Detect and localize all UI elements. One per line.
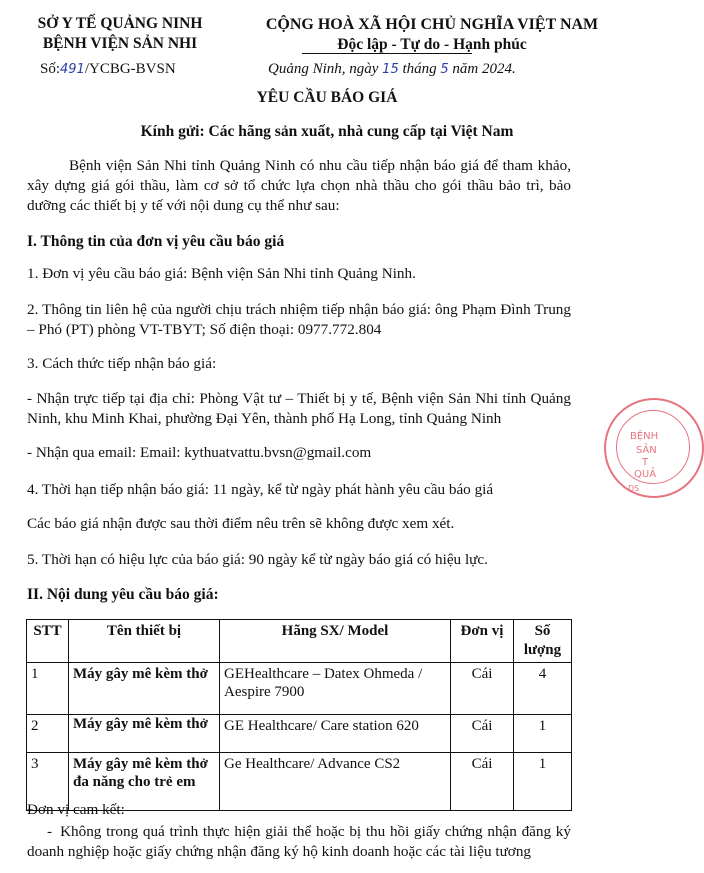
cell-model: GE Healthcare/ Care station 620: [220, 714, 451, 752]
col-header-model: Hãng SX/ Model: [220, 620, 451, 663]
doc-no-handwritten: 491: [60, 62, 85, 77]
date-month: 5: [440, 62, 449, 77]
cell-unit: Cái: [451, 752, 514, 810]
intro-paragraph: Bệnh viện Sản Nhi tỉnh Quảng Ninh có nhu cầu tiếp nhận báo giá để tham khảo, xây dựng giá gói thầu, làm cơ sở tổ chức lựa chọn nhà thầu cho gói thầu bảo trì, bảo dưỡng các thiết bị y tế với nội dung cụ thể như sau:: [27, 157, 571, 215]
cell-stt: 3: [27, 752, 69, 810]
table-row: [27, 662, 572, 714]
cell-name: Máy gây mê kèm thở: [69, 662, 220, 714]
cell-unit: Cái: [451, 662, 514, 714]
cell-model: Ge Healthcare/ Advance CS2: [220, 752, 451, 810]
document-number: [40, 60, 176, 80]
cell-stt: 2: [27, 714, 69, 752]
cell-qty: 4: [514, 662, 572, 714]
section1-item5: 5. Thời hạn có hiệu lực của báo giá: 90 ngày kể từ ngày báo giá có hiệu lực.: [27, 551, 488, 568]
doc-no-suffix: /YCBG-BVSN: [84, 61, 176, 77]
national-title: CỘNG HOÀ XÃ HỘI CHỦ NGHĨA VIỆT NAM: [265, 16, 599, 33]
commitment-item: - Không trong quá trình thực hiện giải thể hoặc bị thu hồi giấy chứng nhận đăng ký doanh nghiệp hoặc giấy chứng nhận đăng ký hộ kinh doanh hoặc các tài liệu tương: [27, 823, 571, 861]
cell-name: Máy gây mê kèm thở: [69, 714, 220, 752]
section1-item4b: Các báo giá nhận được sau thời điểm nêu trên sẽ không được xem xét.: [27, 515, 455, 532]
section1-heading: I. Thông tin của đơn vị yêu cầu báo giá: [27, 233, 285, 250]
date-prefix: Quảng Ninh, ngày: [268, 61, 379, 77]
page-title: YÊU CẦU BÁO GIÁ: [256, 89, 398, 106]
section1-item3b: - Nhận qua email: Email: kythuatvattu.bvsn@gmail.com: [27, 444, 372, 461]
issue-date: [268, 60, 516, 80]
col-header-unit: Đơn vị: [451, 620, 514, 663]
section1-item3: 3. Cách thức tiếp nhận báo giá:: [27, 355, 217, 372]
commitment-label: Đơn vị cam kết:: [27, 801, 125, 818]
ministry-name: SỞ Y TẾ QUẢNG NINH: [37, 15, 203, 32]
hospital-seal: BỆNH SẢN T QUẢ DS: [604, 398, 704, 498]
cell-unit: Cái: [451, 714, 514, 752]
date-month-label: tháng: [402, 61, 437, 77]
commitment-item-text: Không trong quá trình thực hiện giải thể hoặc bị thu hồi giấy chứng nhận đăng ký doanh nghiệp hoặc giấy chứng nhận đăng ký hộ kinh doanh hoặc các tài liệu tương: [27, 823, 571, 861]
motto-underline: [302, 53, 472, 54]
national-motto: Độc lập - Tự do - Hạnh phúc: [337, 36, 527, 53]
date-year: năm 2024.: [452, 61, 516, 77]
section1-item1: 1. Đơn vị yêu cầu báo giá: Bệnh viện Sản Nhi tỉnh Quảng Ninh.: [27, 265, 416, 282]
col-header-stt: STT: [27, 620, 69, 663]
quote-table: [26, 619, 572, 811]
hospital-name: BỆNH VIỆN SẢN NHI: [42, 35, 198, 52]
section1-item2: 2. Thông tin liên hệ của người chịu trách nhiệm tiếp nhận báo giá: ông Phạm Đình Trung – Phó (PT) phòng VT-TBYT; Số điện thoại: 0977.772.804: [27, 301, 571, 339]
section1-item4: 4. Thời hạn tiếp nhận báo giá: 11 ngày, kể từ ngày phát hành yêu cầu báo giá: [27, 481, 494, 498]
date-day: 15: [382, 62, 399, 77]
recipient-line: Kính gửi: Các hãng sản xuất, nhà cung cấp tại Việt Nam: [140, 123, 514, 140]
cell-qty: 1: [514, 714, 572, 752]
col-header-name: Tên thiết bị: [69, 620, 220, 663]
cell-stt: 1: [27, 662, 69, 714]
section2-heading: II. Nội dung yêu cầu báo giá:: [27, 586, 219, 603]
cell-name: Máy gây mê kèm thở đa năng cho trẻ em: [69, 752, 220, 810]
section1-item3a: - Nhận trực tiếp tại địa chỉ: Phòng Vật tư – Thiết bị y tế, Bệnh viện Sản Nhi tỉnh Quảng Ninh, khu Minh Khai, phường Đại Yên, thành phố Hạ Long, tỉnh Quảng Ninh: [27, 390, 571, 428]
col-header-qty: Số lượng: [514, 620, 572, 663]
cell-qty: 1: [514, 752, 572, 810]
cell-model: GEHealthcare – Datex Ohmeda / Aespire 7900: [220, 662, 451, 714]
table-row: [27, 714, 572, 752]
doc-no-prefix: Số:: [40, 61, 61, 77]
